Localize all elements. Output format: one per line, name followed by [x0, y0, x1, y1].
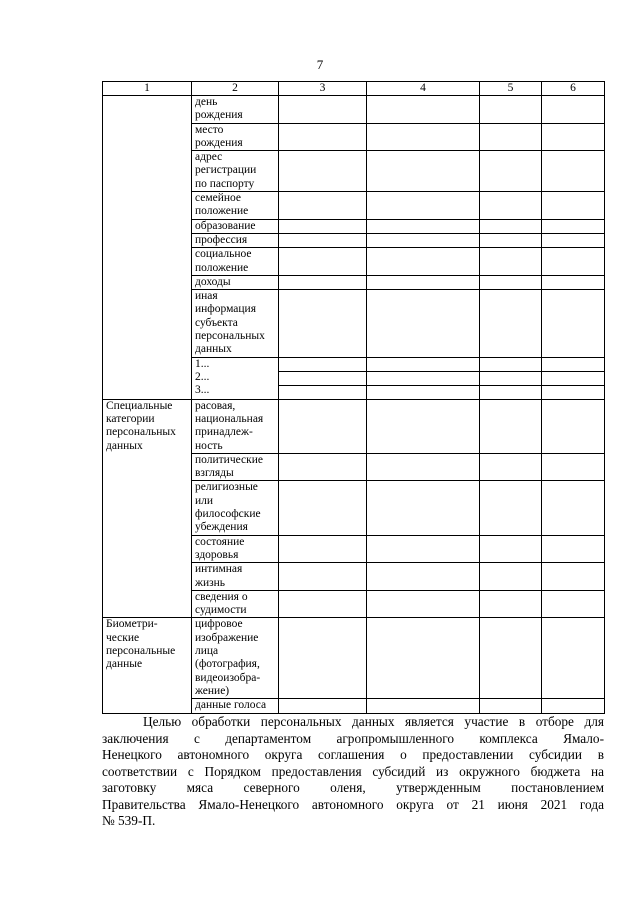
item-cell: политические взгляды: [192, 453, 279, 481]
category-cell-biometric: Биометри-ческие персональные данные: [103, 618, 192, 713]
item-cell: образование: [192, 219, 279, 233]
personal-data-table: [102, 81, 605, 714]
item-cell: социальное положение: [192, 248, 279, 276]
item-cell: семейное положение: [192, 192, 279, 220]
column-header: 4: [367, 82, 480, 96]
item-cell: расовая, национальная принадлеж-ность: [192, 399, 279, 453]
paragraph-line: Целью обработки персональных данных является участие в отборе для: [143, 714, 604, 729]
category-cell-general: [103, 96, 192, 400]
table-row: [103, 96, 605, 124]
paragraph-line: № 539-П.: [102, 813, 156, 828]
paragraph-line: заключения с департаментом агропромышленного комплекса Ямало-: [102, 730, 604, 746]
category-cell-special: Специальные категории персональных данных: [103, 399, 192, 618]
item-cell: религиозные или философские убеждения: [192, 481, 279, 535]
item-cell: данные голоса: [192, 699, 279, 713]
column-header: 3: [279, 82, 367, 96]
column-header: 2: [192, 82, 279, 96]
item-cell: иная информация субъекта персональных данных: [192, 290, 279, 357]
table-header-row: [103, 82, 605, 96]
item-cell: день рождения: [192, 96, 279, 124]
extra-items-cell: [192, 357, 279, 399]
item-cell: интимная жизнь: [192, 563, 279, 591]
paragraph-line: Правительства Ямало-Ненецкого автономного округа от 21 июня 2021 года: [102, 796, 604, 812]
item-cell: место рождения: [192, 123, 279, 151]
item-cell: доходы: [192, 275, 279, 289]
paragraph-line: Ненецкого автономного округа соглашения о предоставлении субсидии в: [102, 747, 604, 762]
column-header: 5: [480, 82, 542, 96]
page-number: 7: [316, 57, 324, 72]
extra-item: 3...: [195, 384, 210, 397]
extra-item: 1...: [195, 357, 210, 370]
extra-item: 2...: [195, 370, 210, 383]
column-header: 1: [103, 82, 192, 96]
item-cell: состояние здоровья: [192, 535, 279, 563]
item-cell: адрес регистрации по паспорту: [192, 151, 279, 192]
table-row: [103, 399, 605, 453]
item-cell: цифровое изображение лица (фотография, видеоизобра-жение): [192, 618, 279, 699]
purpose-paragraph: [102, 714, 604, 830]
column-header: 6: [542, 82, 605, 96]
item-cell: профессия: [192, 233, 279, 247]
paragraph-line: заготовку мяса северного оленя, утвержденным постановлением: [102, 780, 604, 795]
table-row: [103, 618, 605, 699]
item-cell: сведения о судимости: [192, 590, 279, 618]
paragraph-line: соответствии с Порядком предоставления субсидий из окружного бюджета на: [102, 763, 604, 779]
